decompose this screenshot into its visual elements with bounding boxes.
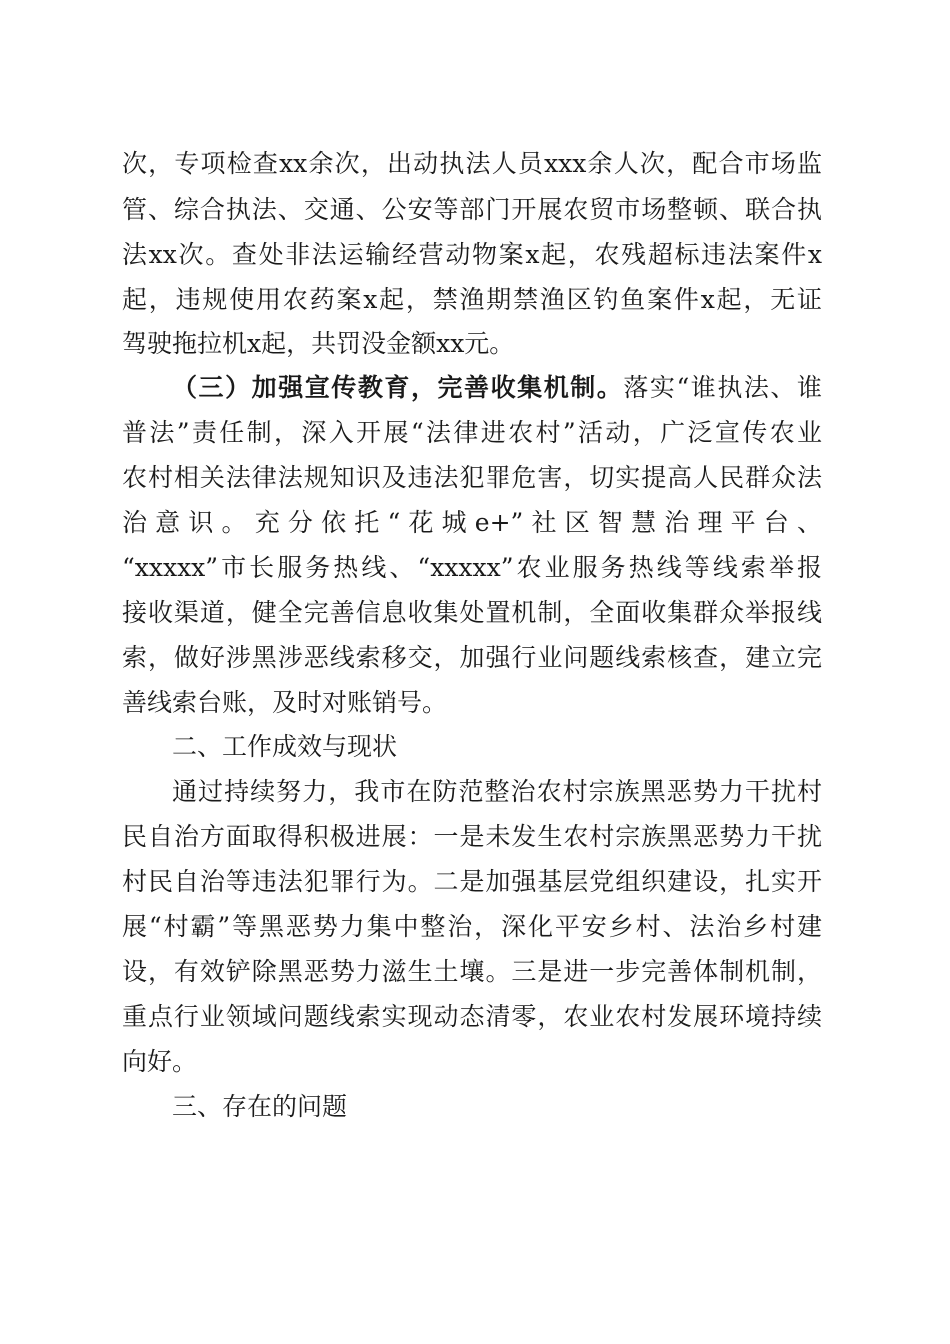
paragraph-3-line-5: 设，有效铲除黑恶势力滋生土壤。三是进一步完善体制机制， <box>122 957 822 986</box>
section-heading-2: 二、工作成效与现状 <box>172 732 398 761</box>
paragraph-2-lead: （三）加强宣传教育，完善收集机制。 <box>172 373 624 402</box>
paragraph-1-line-5: 驾驶拖拉机x起，共罚没金额xx元。 <box>122 329 515 358</box>
paragraph-1-line-1: 次，专项检查xx余次，出动执法人员xxx余人次，配合市场监 <box>122 149 822 178</box>
paragraph-2-line-8: 善线索台账，及时对账销号。 <box>122 688 448 717</box>
paragraph-3-line-7: 向好。 <box>122 1047 198 1076</box>
paragraph-1-line-4: 起，违规使用农药案x起，禁渔期禁渔区钓鱼案件x起，无证 <box>122 285 822 314</box>
paragraph-3-line-6: 重点行业领域问题线索实现动态清零，农业农村发展环境持续 <box>122 1002 822 1031</box>
paragraph-2-line-4: 治意识。充分依托“花城e+”社区智慧治理平台、 <box>122 508 822 537</box>
paragraph-3-line-4: 展“村霸”等黑恶势力集中整治，深化平安乡村、法治乡村建 <box>122 912 822 941</box>
paragraph-2-line-2: 普法”责任制，深入开展“法律进农村”活动，广泛宣传农业 <box>122 418 822 447</box>
paragraph-3-line-1: 通过持续努力，我市在防范整治农村宗族黑恶势力干扰村 <box>172 777 822 806</box>
paragraph-2-line-7: 索，做好涉黑涉恶线索移交，加强行业问题线索核查，建立完 <box>122 643 822 672</box>
section-heading-3: 三、存在的问题 <box>172 1092 348 1121</box>
paragraph-1-line-3: 法xx次。查处非法运输经营动物案x起，农残超标违法案件x <box>122 240 822 269</box>
paragraph-3-line-3: 村民自治等违法犯罪行为。二是加强基层党组织建设，扎实开 <box>122 867 822 896</box>
paragraph-1-line-2: 管、综合执法、交通、公安等部门开展农贸市场整顿、联合执 <box>122 195 822 224</box>
paragraph-2-line-6: 接收渠道，健全完善信息收集处置机制，全面收集群众举报线 <box>122 598 822 627</box>
paragraph-2-line-3: 农村相关法律法规知识及违法犯罪危害，切实提高人民群众法 <box>122 463 822 492</box>
paragraph-2-line-1 <box>172 368 822 408</box>
paragraph-3-line-2: 民自治方面取得积极进展：一是未发生农村宗族黑恶势力干扰 <box>122 822 822 851</box>
paragraph-2-lead-rest: 落实“谁执法、谁 <box>623 373 822 402</box>
paragraph-2-line-5: “xxxxx”市长服务热线、“xxxxx”农业服务热线等线索举报 <box>122 553 822 582</box>
